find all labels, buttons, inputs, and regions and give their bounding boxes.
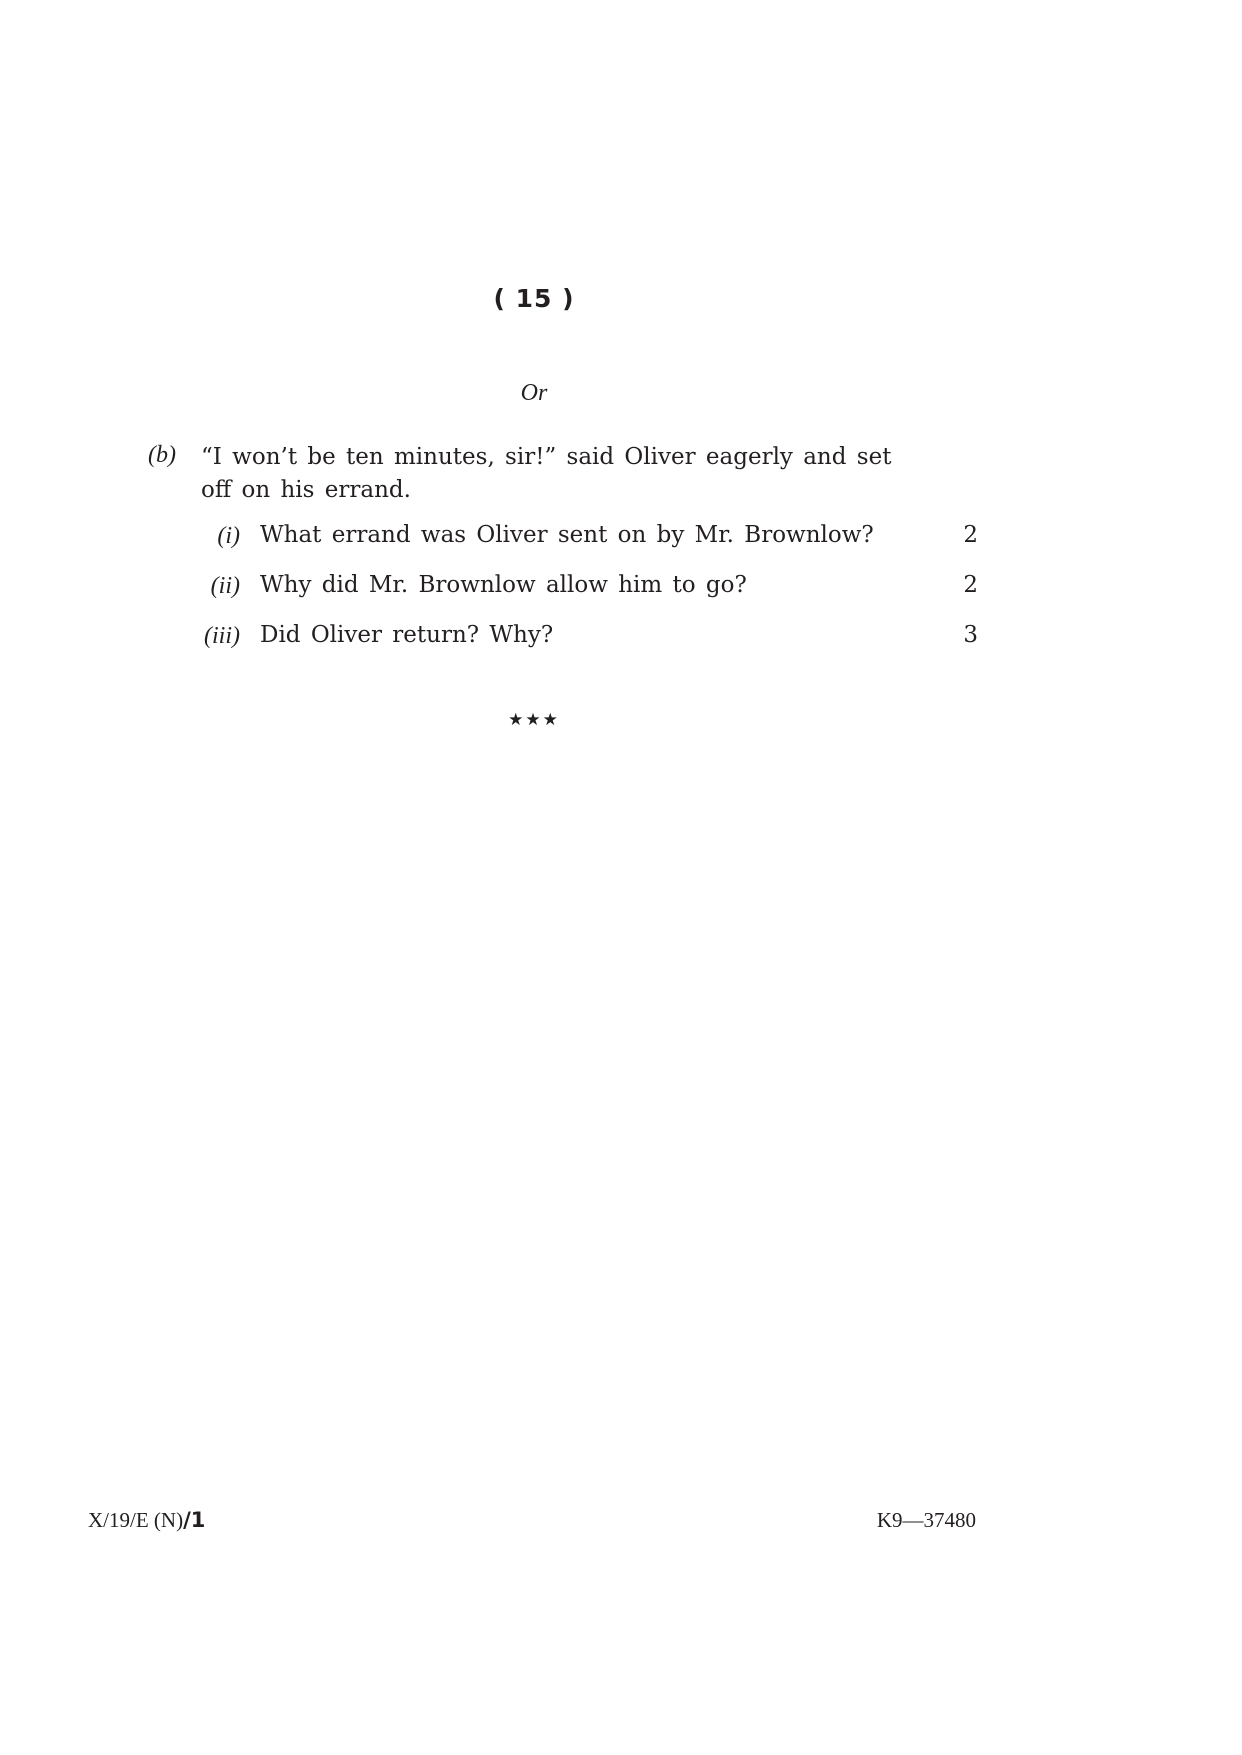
or-divider: Or [520, 380, 548, 406]
sub-question-text: Why did Mr. Brownlow allow him to go? [260, 572, 747, 598]
footer-reference: K9—37480 [876, 1508, 976, 1532]
sub-question-marks: 2 [963, 522, 978, 548]
question-label: (b) [148, 442, 176, 468]
sub-question [0, 522, 1242, 556]
sub-question-label: (ii) [210, 573, 240, 599]
page-number: ( 15 ) [493, 284, 575, 313]
end-of-paper-stars: ★★★ [508, 710, 560, 730]
footer-code-suffix: /1 [183, 1508, 206, 1532]
sub-question-label: (iii) [204, 623, 240, 649]
sub-question-text: What errand was Oliver sent on by Mr. Brownlow? [260, 522, 874, 548]
footer-paper-code [88, 1508, 205, 1533]
sub-question-text: Did Oliver return? Why? [260, 622, 554, 648]
question-text: “I won’t be ten minutes, sir!” said Oliver eagerly and set off on his errand. [201, 444, 892, 503]
sub-question-label: (i) [217, 523, 240, 549]
sub-question-marks: 3 [963, 622, 978, 648]
sub-question-marks: 2 [963, 572, 978, 598]
sub-question [0, 572, 1242, 606]
sub-question [0, 622, 1242, 656]
footer-code-text: X/19/E (N) [88, 1508, 184, 1532]
